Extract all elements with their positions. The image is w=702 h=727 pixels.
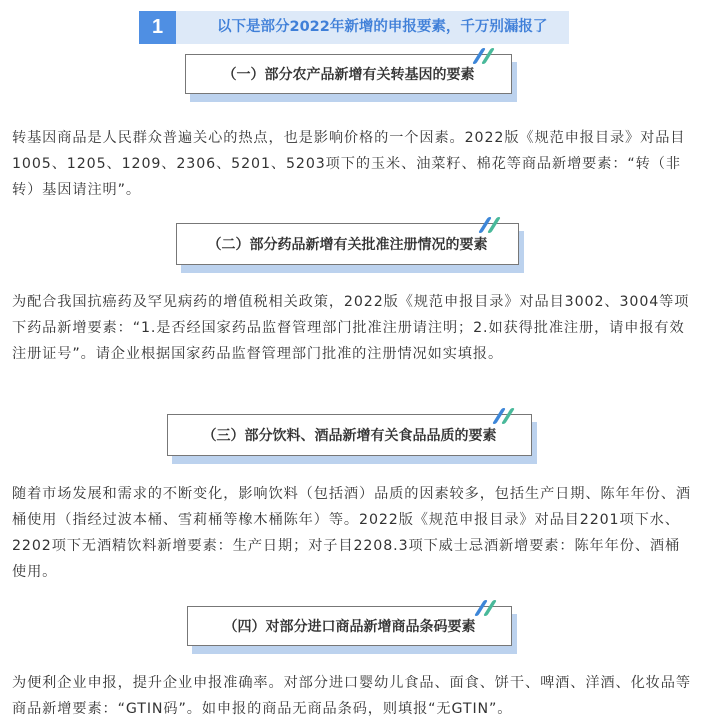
section-paragraph-2: 为配合我国抗癌药及罕见病药的增值税相关政策，2022版《规范申报目录》对品目3002、3004等项下药品新增要素：“1.是否经国家药品监督管理部门批准注册请注明；2.如获得批准注册，请申报有效注册证号”。请企业根据国家药品监督管理部门批准的注册情况如实填报。 bbox=[12, 294, 690, 362]
section-heading-3-text: （三）部分饮料、酒品新增有关食品品质的要素 bbox=[202, 428, 497, 444]
banner-number: 1 bbox=[139, 11, 176, 44]
section-paragraph-3: 随着市场发展和需求的不断变化，影响饮料（包括酒）品质的因素较多，包括生产日期、陈年年份、酒桶使用（指经过波本桶、雪莉桶等橡木桶陈年）等。2022版《规范申报目录》对品目2201项下水、2202项下无酒精饮料新增要素：生产日期；对子目2208.3项下威士忌酒新增要素：陈年年份、酒桶使用。 bbox=[12, 486, 691, 580]
banner-title: 以下是部分2022年新增的申报要素，千万别漏报了 bbox=[217, 19, 548, 35]
section-banner bbox=[139, 11, 569, 44]
section-heading-2-text: （二）部分药品新增有关批准注册情况的要素 bbox=[207, 237, 488, 253]
section-heading-4-text: （四）对部分进口商品新增商品条码要素 bbox=[223, 619, 476, 635]
section-heading-1-text: （一）部分农产品新增有关转基因的要素 bbox=[222, 67, 475, 83]
section-paragraph-4: 为便利企业申报，提升企业申报准确率。对部分进口婴幼儿食品、面食、饼干、啤酒、洋酒、化妆品等商品新增要素：“GTIN码”。如申报的商品无商品条码，则填报“无GTIN”。 bbox=[12, 675, 691, 717]
section-paragraph-1: 转基因商品是人民群众普遍关心的热点，也是影响价格的一个因素。2022版《规范申报目录》对品目1005、1205、1209、2306、5201、5203项下的玉米、油菜籽、棉花等商品新增要素：“转（非转）基因请注明”。 bbox=[12, 130, 686, 198]
